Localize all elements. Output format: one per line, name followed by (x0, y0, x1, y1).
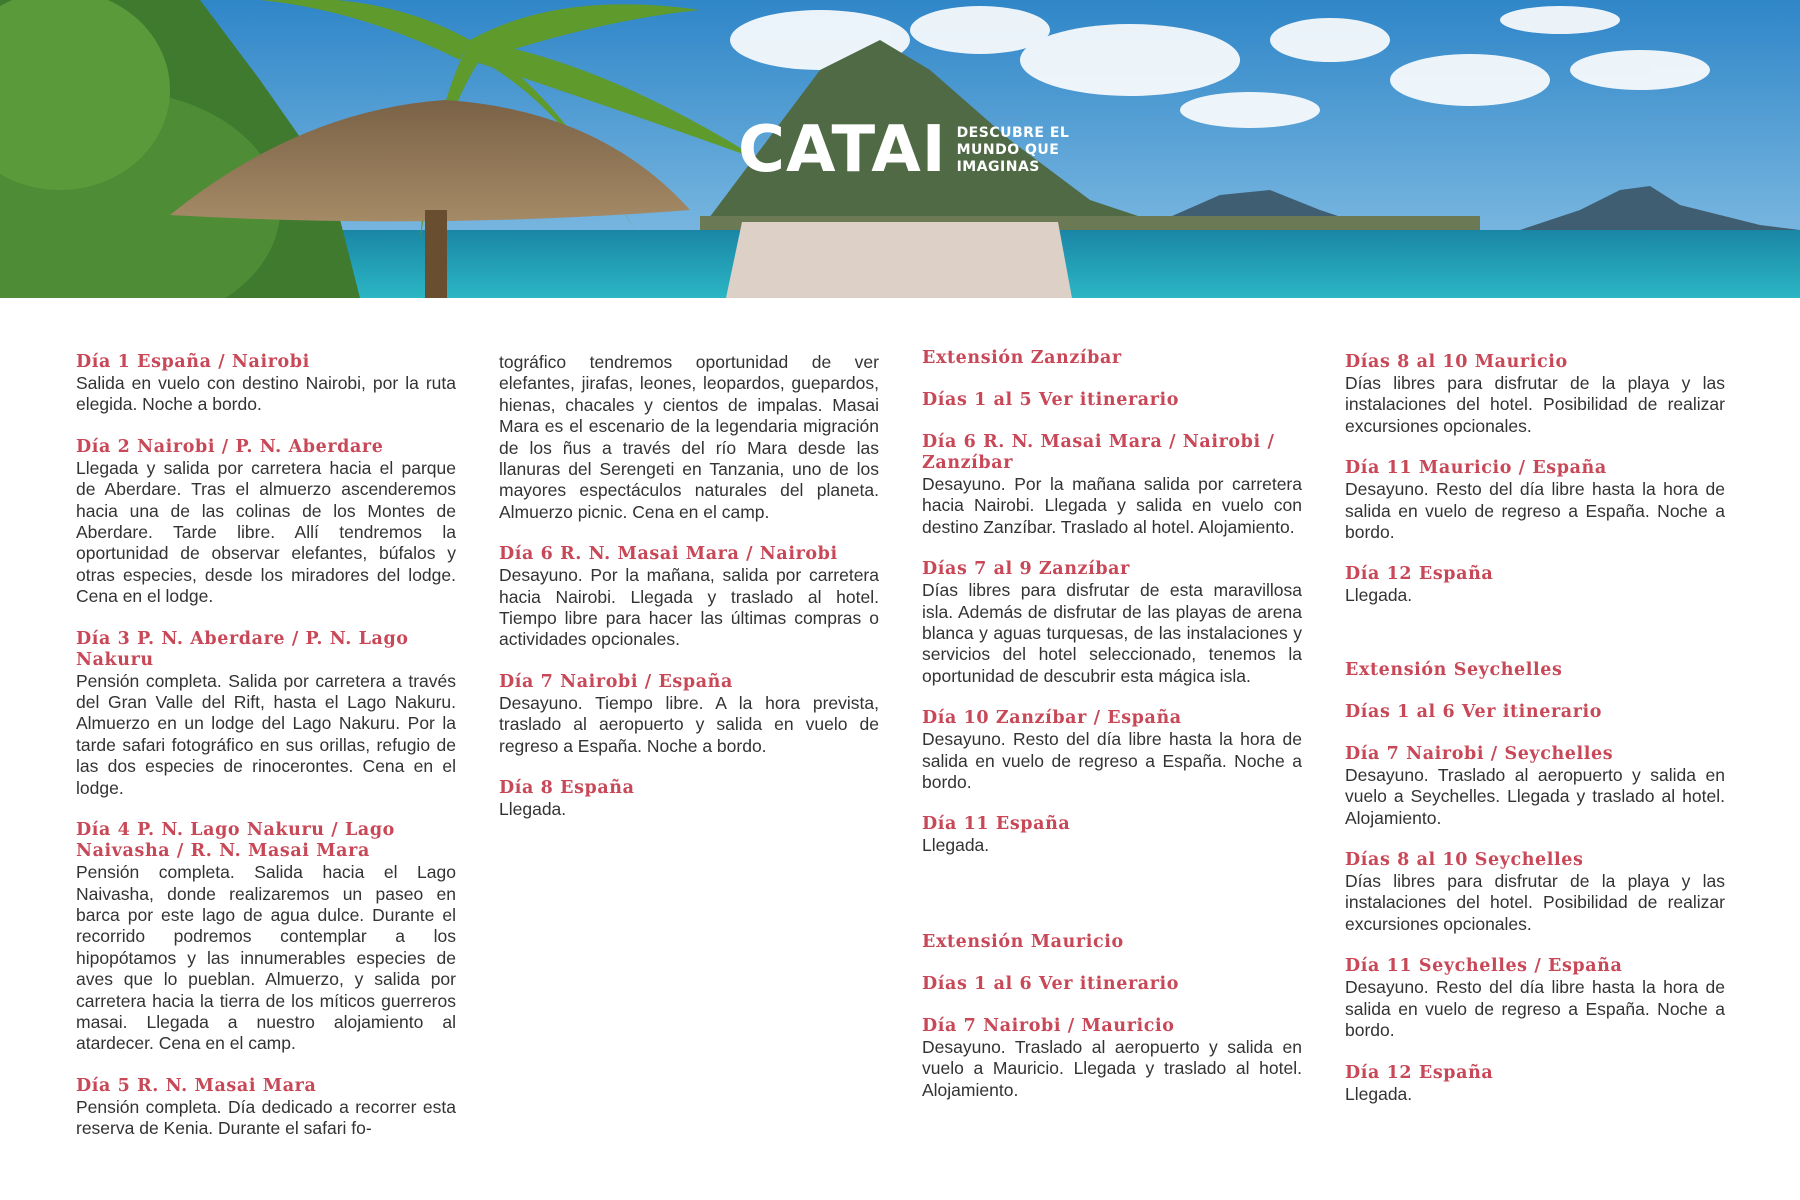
itinerary-day (922, 559, 1302, 687)
day-text: Desayuno. Resto del día libre hasta la hora de salida en vuelo de regreso a España. Noche a bordo. (1345, 479, 1725, 543)
day-title: Día 3 P. N. Aberdare / P. N. Lago Nakuru (76, 628, 409, 670)
spacer (922, 878, 1302, 932)
day-text: Desayuno. Resto del día libre hasta la hora de salida en vuelo de regreso a España. Noche a bordo. (1345, 977, 1725, 1041)
itinerary-day (76, 352, 456, 416)
day-text: Días libres para disfrutar de la playa y las instalaciones del hotel. Posibilidad de realizar excursiones opcionales. (1345, 871, 1725, 934)
day-title: Días 8 al 10 Mauricio (1345, 352, 1568, 372)
itinerary-column-3 (922, 348, 1302, 1122)
day-title: Días 1 al 6 Ver itinerario (1345, 701, 1603, 722)
day-title: Día 5 R. N. Masai Mara (76, 1075, 317, 1096)
day-text: Llegada. (1345, 1083, 1413, 1104)
day-title: Día 11 España (922, 814, 1071, 835)
brand-logo (738, 113, 1070, 187)
itinerary-day (922, 432, 1302, 538)
day-title: Día 7 Nairobi / Seychelles (1345, 743, 1614, 764)
itinerary-day-continued (499, 352, 879, 523)
tagline-line: DESCUBRE EL (956, 124, 1070, 141)
itinerary-day (1345, 702, 1725, 723)
day-text: Llegada. (922, 835, 990, 856)
itinerary-day (76, 437, 456, 608)
day-text: Llegada. (499, 799, 567, 820)
day-text: Llegada y salida por carretera hacia el parque de Aberdare. Tras el almuerzo ascenderemos hacia una de las colinas de los Montes de Aberdare. Tarde libre. Allí tendremos la oportunidad de observar elefantes, búfalos y otras especies, desde los miradores del lodge. Cena en el lodge. (76, 457, 456, 607)
day-title: Día 12 España (1345, 564, 1494, 585)
day-text: Desayuno. Tiempo libre. A la hora prevista, traslado al aeropuerto y salida en vuelo de regreso a España. Noche a bordo. (499, 692, 879, 756)
day-title: Día 6 R. N. Masai Mara / Nairobi / Zanzíbar (922, 432, 1275, 473)
day-text: tográfico tendremos oportunidad de ver elefantes, jirafas, leones, leopardos, guepardos, hienas, chacales y cientos de impalas. Masai Mara es el escenario de la legendaria migración de los ñus a través del río Mara desde las llanuras del Serengeti en Tanzania, uno de los mayores espectáculos naturales del planeta. Almuerzo picnic. Cena en el camp. (499, 352, 879, 522)
itinerary-day (1345, 458, 1725, 543)
day-text: Desayuno. Resto del día libre hasta la hora de salida en vuelo de regreso a España. Noche a bordo. (922, 729, 1302, 793)
day-title: Día 4 P. N. Lago Nakuru / Lago Naivasha / R. N. Masai Mara (76, 820, 395, 862)
itinerary-column-2 (499, 352, 879, 842)
day-title: Día 11 Mauricio / España (1345, 458, 1607, 479)
day-title: Días 1 al 5 Ver itinerario (922, 390, 1180, 410)
day-title: Día 2 Nairobi / P. N. Aberdare (76, 436, 384, 457)
day-text: Llegada. (1345, 585, 1413, 606)
header-banner (0, 0, 1800, 298)
day-title: Día 1 España / Nairobi (76, 352, 310, 372)
extension-title: Extensión Seychelles (1345, 659, 1563, 680)
day-text: Pensión completa. Día dedicado a recorrer esta reserva de Kenia. Durante el safari fo- (76, 1096, 456, 1139)
itinerary-day (76, 629, 456, 799)
day-title: Día 7 Nairobi / Mauricio (922, 1015, 1175, 1036)
itinerary-day (499, 672, 879, 757)
day-text: Desayuno. Traslado al aeropuerto y salida en vuelo a Seychelles. Llegada y traslado al hotel. Alojamiento. (1345, 764, 1725, 828)
day-title: Días 8 al 10 Seychelles (1345, 850, 1584, 871)
day-title: Día 12 España (1345, 1062, 1494, 1083)
itinerary-day (76, 820, 456, 1055)
day-text: Desayuno. Por la mañana, salida por carretera hacia Nairobi. Llegada y traslado al hotel. Tiempo libre para hacer las últimas compras o actividades opcionales. (499, 565, 879, 650)
itinerary-day (1345, 744, 1725, 829)
itinerary-day (922, 1016, 1302, 1101)
itinerary-day (499, 544, 879, 651)
itinerary-day (922, 974, 1302, 995)
day-text: Pensión completa. Salida por carretera a través del Gran Valle del Rift, hasta el Lago Nakuru. Almuerzo en un lodge del Lago Nakuru. Por la tarde safari fotográfico en sus orillas, refugio de las dos especies de rinocerontes. Cena en el lodge. (76, 670, 456, 798)
day-title: Día 10 Zanzíbar / España (922, 708, 1182, 729)
itinerary-day (76, 1076, 456, 1140)
itinerary-column-1 (76, 352, 456, 1161)
itinerary-day (1345, 352, 1725, 437)
itinerary-day (1345, 1063, 1725, 1105)
day-title: Día 6 R. N. Masai Mara / Nairobi (499, 544, 838, 565)
day-title: Día 7 Nairobi / España (499, 671, 733, 692)
day-text: Salida en vuelo con destino Nairobi, por la ruta elegida. Noche a bordo. (76, 373, 456, 415)
brand-name: CATAI (738, 113, 947, 187)
itinerary-day (922, 390, 1302, 411)
itinerary-day (1345, 564, 1725, 606)
brand-tagline (957, 125, 1070, 176)
spacer (1345, 628, 1725, 660)
itinerary-day (922, 814, 1302, 856)
day-text: Pensión completa. Salida hacia el Lago Naivasha, donde realizaremos un paseo en barca por este lago de agua dulce. Durante el recorrido podremos contemplar a los hipopótamos y las innumerables especies de aves que lo pueblan. Almuerzo, y salida por carretera hacia la tierra de los míticos guerreros masai. Llegada a nuestro alojamiento al atardecer. Cena en el camp. (76, 862, 456, 1054)
itinerary-day (922, 708, 1302, 793)
day-text: Días libres para disfrutar de la playa y las instalaciones del hotel. Posibilidad de realizar excursiones opcionales. (1345, 373, 1725, 436)
day-title: Días 7 al 9 Zanzíbar (922, 559, 1130, 580)
day-title: Día 8 España (499, 778, 635, 799)
tagline-line: IMAGINAS (956, 158, 1040, 175)
itinerary-column-4 (1345, 352, 1725, 1126)
tab-shape (726, 222, 1072, 298)
itinerary-day (1345, 850, 1725, 935)
day-title: Días 1 al 6 Ver itinerario (922, 973, 1180, 994)
extension-title: Extensión Zanzíbar (922, 348, 1122, 368)
tagline-line: MUNDO QUE (956, 141, 1060, 158)
day-text: Días libres para disfrutar de esta maravillosa isla. Además de disfrutar de las playas de arena blanca y aguas turquesas, de las instalaciones y servicios del hotel seleccionado, tenemos la oportunidad de descubrir esta mágica isla. (922, 580, 1302, 686)
itinerary-day (1345, 956, 1725, 1041)
extension-title: Extensión Mauricio (922, 931, 1124, 952)
day-text: Desayuno. Por la mañana salida por carretera hacia Nairobi. Llegada y salida en vuelo con destino Zanzíbar. Traslado al hotel. Alojamiento. (922, 474, 1302, 537)
itinerary-day (499, 778, 879, 820)
day-title: Día 11 Seychelles / España (1345, 956, 1623, 977)
day-text: Desayuno. Traslado al aeropuerto y salida en vuelo a Mauricio. Llegada y traslado al hotel. Alojamiento. (922, 1036, 1302, 1100)
